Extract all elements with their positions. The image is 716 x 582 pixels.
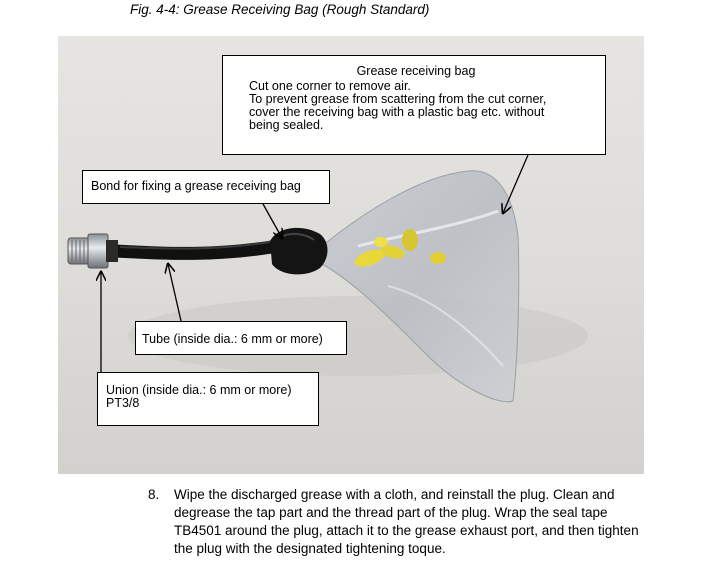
bag-callout xyxy=(222,55,606,155)
tube-callout-label: Tube (inside dia.: 6 mm or more) xyxy=(142,332,323,346)
procedure-step xyxy=(148,486,658,558)
bag-callout-line: cover the receiving bag with a plastic bag etc. without xyxy=(249,105,545,119)
tube-leader xyxy=(168,264,181,321)
bag-leader xyxy=(503,155,528,213)
bond-leader xyxy=(263,204,282,238)
tube-callout xyxy=(135,321,347,355)
union-callout-line1: Union (inside dia.: 6 mm or more) xyxy=(106,383,292,397)
bag-callout-title: Grease receiving bag xyxy=(356,64,476,78)
step-text: Wipe the discharged grease with a cloth, and reinstall the plug. Clean and degrease the tap part and the thread part of the plug. Wrap the seal tape TB4501 around the plug, attach it to the grease exhaust port, and then tighten the plug with the designated tightening toque. xyxy=(174,487,639,556)
bond-callout xyxy=(82,170,330,204)
step-number: 8. xyxy=(148,487,160,502)
union-callout xyxy=(97,372,319,426)
bag-callout-line: being sealed. xyxy=(249,118,324,132)
union-callout-line2: PT3/8 xyxy=(106,396,140,410)
bag-callout-line: Cut one corner to remove air. xyxy=(249,79,411,93)
figure-caption: Fig. 4-4: Grease Receiving Bag (Rough Standard) xyxy=(130,2,430,17)
bond-callout-label: Bond for fixing a grease receiving bag xyxy=(91,179,301,193)
bag-callout-line: To prevent grease from scattering from the cut corner, xyxy=(249,92,547,106)
